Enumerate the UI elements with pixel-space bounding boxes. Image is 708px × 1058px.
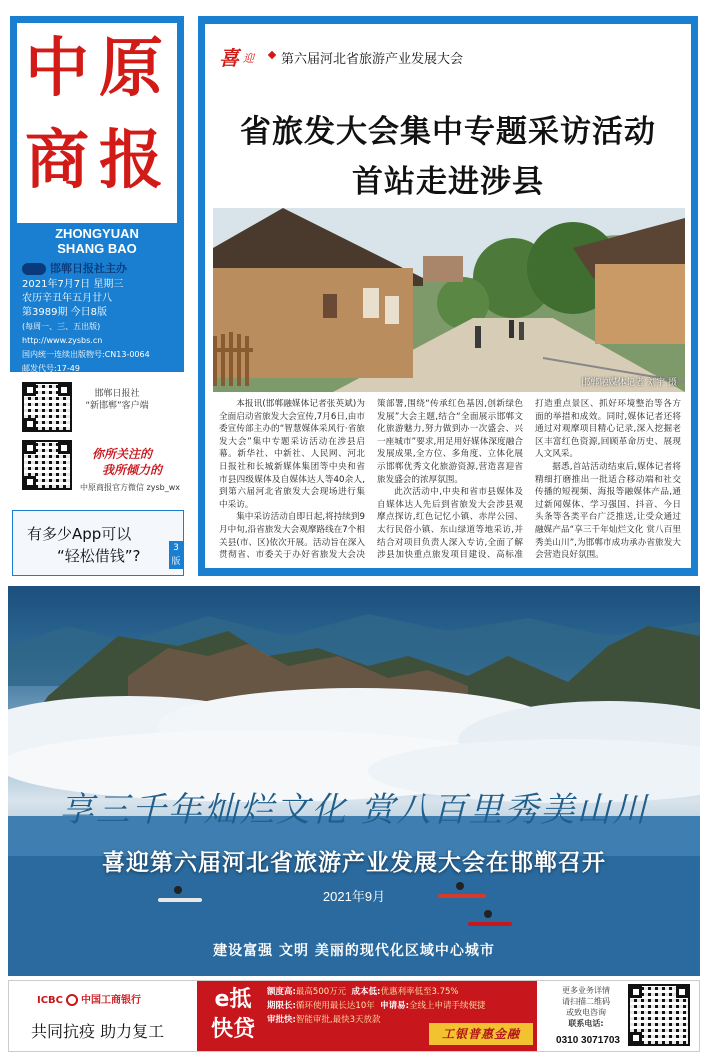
feature-row: 额度高:最高500万元 成本低:优惠利率低至3.75%	[267, 987, 459, 997]
banner-slogan: 建设富强 文明 美丽的现代化区域中心城市	[213, 943, 495, 959]
issue-number: 第3989期 今日8版	[22, 307, 107, 318]
feature-row: 期限长:循环使用最长达10年 申请易:全线上申请手续便捷	[267, 1001, 486, 1011]
feature-row: 审批快:智能审批,最快3天放款	[267, 1015, 381, 1025]
icbc-logo-icon	[66, 994, 78, 1006]
logo-char-zhong: 中	[25, 31, 89, 106]
logo-char-yuan: 原	[99, 31, 163, 106]
product-name: e抵 快贷	[210, 987, 255, 1042]
masthead-logo	[17, 23, 177, 223]
bank-qr-code-icon[interactable]	[628, 984, 690, 1046]
photo-credit: 邯郸融媒体记者 刘宇 摄	[581, 378, 677, 388]
banner-title: 喜迎第六届河北省旅游产业发展大会在邯郸召开	[102, 850, 606, 876]
ad-slogan: 共同抗疫 助力复工	[31, 1022, 165, 1041]
lunar-date: 农历辛丑年五月廿八	[22, 293, 112, 304]
bank-advertisement[interactable]	[8, 980, 700, 1052]
cn-code: 国内统一连续出版物号:CN13-0064	[22, 350, 150, 359]
post-code: 邮发代号:17-49	[22, 364, 80, 373]
promo-teaser[interactable]	[12, 510, 184, 576]
kicker-diamond-icon	[268, 51, 276, 59]
paragraph: 此次活动中,中央和省市县媒体及自媒体达人先后到省旅发大会涉县观摩点探访,红色记忆小镇、赤岸公园、太行民俗小镇、东山绿道等地采访,并结合对项目负责人深入专访,全面了解涉县加快重点旅发项目建设、高标准打造重点景区、抓好环境整治等各方面的举措和成效。同时,媒体记者还将通过对观摩项目精心记录,深入挖掘老区丰富红色资源,回顾革命历史、展现人文风采。	[377, 399, 681, 561]
banner-calligraphy: 享三千年灿烂文化 赏八百里秀美山川	[59, 790, 649, 830]
paragraph: 本报讯(邯郸融媒体记者张英斌)为全面启动省旅发大会宣传,7月6日,由市委宣传部主办的“智慧媒体采风行·省旅发大会”集中专题采访活动在涉县启幕。新华社、中新社、人民网、河北日报社和长城新媒体集团等中央和省市县四级媒体及自媒体达人等40余人,到第六届河北省旅发大会现场进行集中采访。	[219, 399, 365, 510]
kicker-ying: 迎	[243, 52, 254, 65]
masthead	[10, 16, 184, 372]
logo-char-bao: 报	[99, 123, 163, 198]
paragraph: 集中采访活动自即日起,将持续到9月中旬,沿省旅发大会观摩路线在7个相关县(市、区)依次开展。活动旨在深入贯彻省、市委关于办好省旅发大会决策部署,围绕“传承红色基因,创新绿色发展”大会主题,结合“全面展示邯郸文化旅游魅力,努力做到办一次盛会、兴一座城市”要求,用足用好媒体深度融合发展成果,全方位、多角度、立体化展示邯郸优秀文化旅游资源,营造喜迎省旅发盛会的浓厚氛围。	[219, 399, 523, 561]
article-body	[219, 398, 681, 564]
publish-schedule: (每周一、三、五出版)	[22, 322, 101, 331]
wechat-qr-code-icon[interactable]	[22, 440, 72, 490]
ad-product-panel	[197, 981, 537, 1051]
wechat-account: 中原商报官方微信 zysb_wx	[80, 483, 180, 492]
banner-date: 2021年9月	[322, 889, 386, 904]
headline-line-1: 省旅发大会集中专题采访活动	[240, 114, 656, 150]
inclusive-finance-badge: 工银普惠金融	[429, 1023, 533, 1045]
headline-line-2: 首站走进涉县	[352, 164, 544, 200]
paragraph: 据悉,首站活动结束后,媒体记者将精细打磨推出一批适合移动端和社交传播的短视频、海报等融媒体产品,通过新闻媒体、学习强国、抖音、今日头条等各类平台广泛推送,让受众通过融媒产品“享三千年灿烂文化 赏八百里秀美山川”,为邯郸市成功承办省旅发大会营造良好氛围。	[535, 461, 681, 561]
ad-phone-number[interactable]: 0310 3071703	[556, 1035, 620, 1046]
product-features	[267, 985, 535, 1027]
app-qr-caption: 邯郸日报社 “新邯郸”客户端	[85, 389, 149, 411]
masthead-english: ZHONGYUAN SHANG BAO	[55, 226, 139, 256]
logo-char-shang: 商	[25, 123, 89, 198]
host-line: 邯郸日报社主办	[22, 260, 127, 276]
article-photo	[213, 208, 685, 392]
bank-logo: ICBC 中国工商银行	[37, 995, 142, 1006]
wechat-slogan: 你所关注的 我所倾力的	[92, 447, 163, 477]
lead-article	[198, 16, 698, 576]
website-link[interactable]: http://www.zysbs.cn	[22, 336, 103, 345]
tourism-banner	[8, 586, 700, 976]
village-scene-illustration	[213, 208, 685, 392]
promo-text: 有多少App可以 “轻松借钱”?	[27, 525, 141, 565]
kicker-xi: 喜	[219, 46, 239, 70]
app-qr-code-icon[interactable]	[22, 382, 72, 432]
page-badge: 3 版	[169, 541, 183, 569]
masthead-info	[22, 278, 182, 376]
ad-contact-info: 更多业务详情 请扫描二维码 或致电咨询 联系电话:	[562, 986, 610, 1028]
host-logo-icon	[22, 263, 46, 275]
issue-date: 2021年7月7日 星期三	[22, 279, 124, 290]
kicker-text: 第六届河北省旅游产业发展大会	[281, 52, 464, 67]
mountain-lake-illustration	[8, 586, 700, 976]
